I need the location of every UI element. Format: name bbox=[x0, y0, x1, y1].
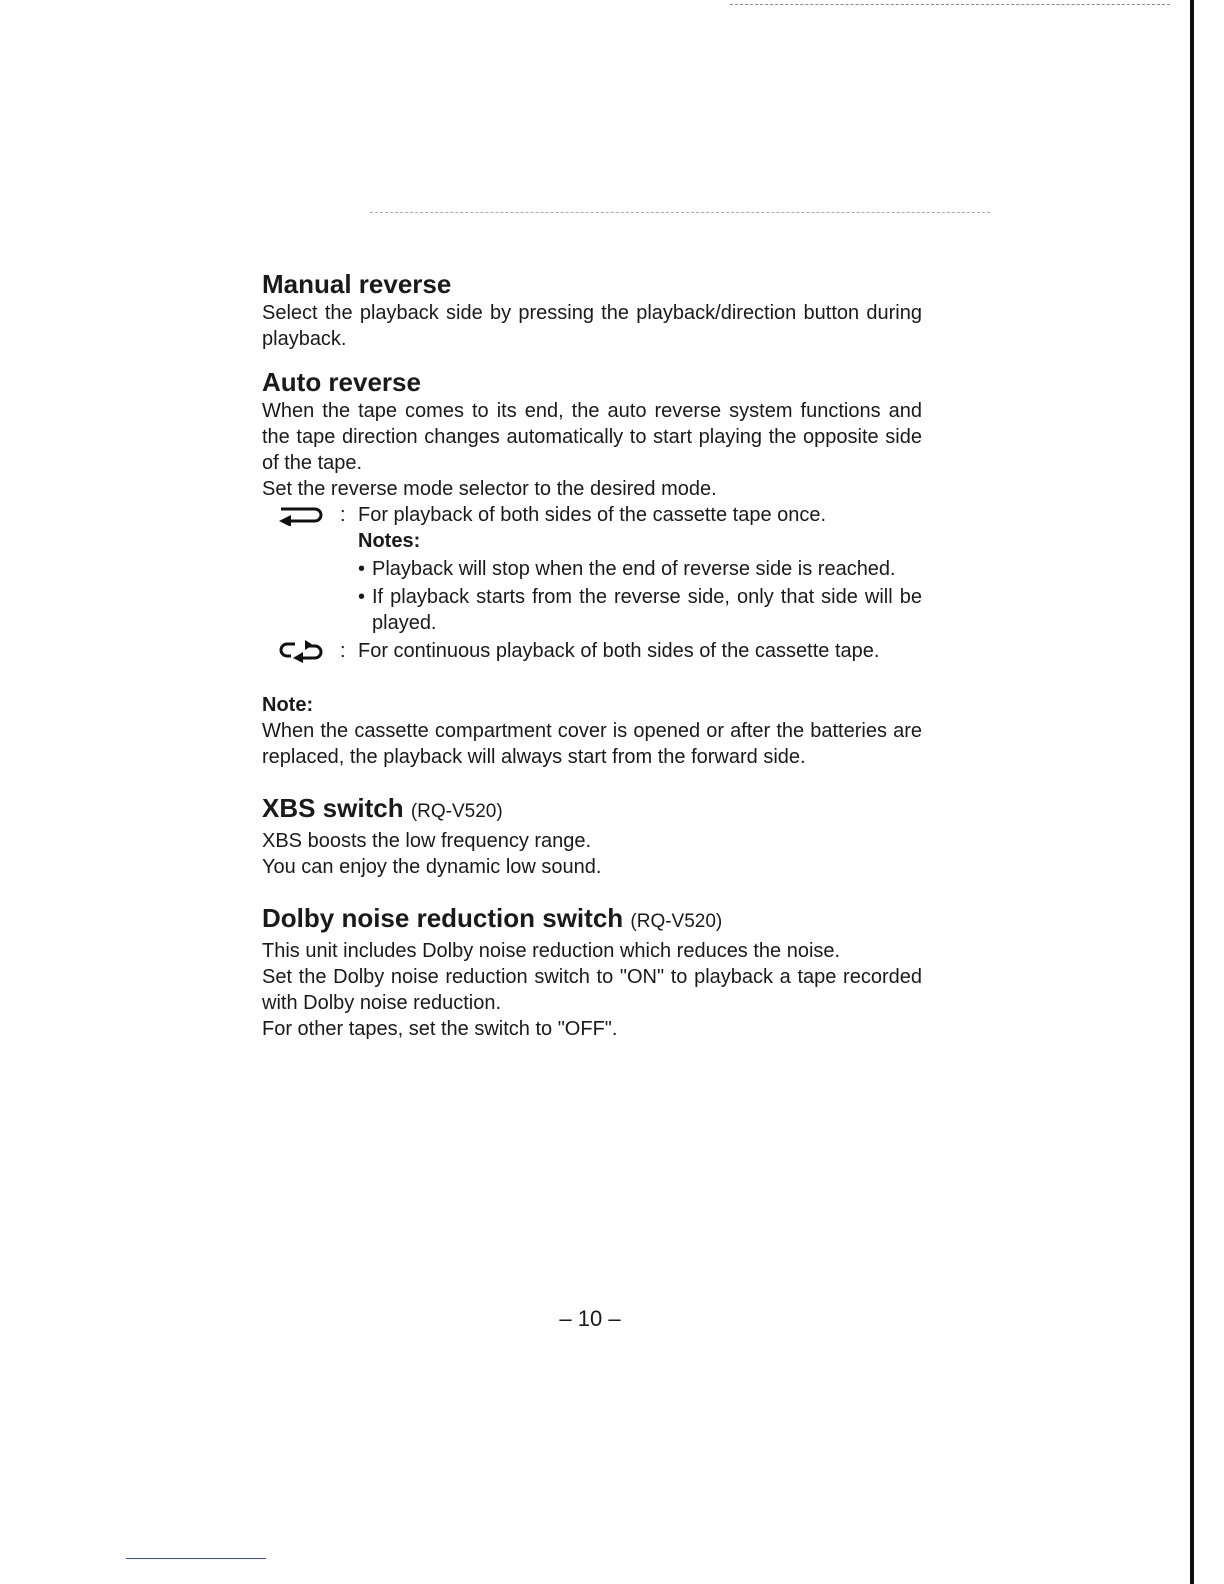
heading-xbs: XBS switch (RQ-V520) bbox=[262, 793, 503, 823]
heading-auto-reverse: Auto reverse bbox=[262, 367, 421, 397]
bullet-icon: • bbox=[358, 558, 366, 580]
scan-artifact-rule bbox=[370, 212, 990, 214]
mode-one-way-text: For playback of both sides of the cassette tape once. bbox=[358, 504, 827, 526]
notes-title: Notes: bbox=[358, 530, 421, 552]
mode-one-way bbox=[262, 502, 922, 636]
heading-dolby: Dolby noise reduction switch (RQ-V520) bbox=[262, 903, 723, 933]
auto-reverse-body: When the tape comes to its end, the auto reverse system functions and the tape direction changes automatically to start playing the opposite side of the tape. bbox=[262, 400, 922, 474]
note-item: • Playback will stop when the end of reverse side is reached. bbox=[358, 558, 896, 580]
one-way-reverse-icon bbox=[262, 502, 340, 528]
model-number: (RQ-V520) bbox=[630, 911, 723, 932]
mode-continuous-text: For continuous playback of both sides of the cassette tape. bbox=[358, 640, 880, 662]
continuous-reverse-icon bbox=[262, 638, 340, 664]
section-manual-reverse bbox=[262, 268, 922, 352]
dolby-line-1: This unit includes Dolby noise reduction which reduces the noise. bbox=[262, 940, 841, 962]
content bbox=[262, 268, 922, 1056]
bullet-icon: • bbox=[358, 586, 366, 608]
mode-colon: : bbox=[340, 640, 346, 662]
section-auto-reverse bbox=[262, 366, 922, 664]
heading-manual-reverse: Manual reverse bbox=[262, 269, 452, 299]
auto-reverse-instruction: Set the reverse mode selector to the desired mode. bbox=[262, 478, 717, 500]
mode-colon: : bbox=[340, 504, 346, 526]
scan-artifact-top bbox=[730, 4, 1170, 6]
reverse-modes bbox=[262, 502, 922, 664]
note-body: When the cassette compartment cover is opened or after the batteries are replaced, the playback will always start from the forward side. bbox=[262, 720, 922, 768]
xbs-line-2: You can enjoy the dynamic low sound. bbox=[262, 856, 602, 878]
note-item: • If playback starts from the reverse side, only that side will be played. bbox=[358, 586, 922, 634]
page-number: – 10 – bbox=[559, 1306, 621, 1331]
dolby-line-3: For other tapes, set the switch to "OFF". bbox=[262, 1018, 618, 1040]
section-dolby bbox=[262, 902, 922, 1042]
scan-artifact-bottom bbox=[126, 1558, 266, 1559]
model-number: (RQ-V520) bbox=[410, 801, 503, 822]
section-note bbox=[262, 692, 922, 770]
dolby-line-2: Set the Dolby noise reduction switch to "ON" to playback a tape recorded with Dolby noise reduction. bbox=[262, 966, 922, 1014]
mode-continuous bbox=[262, 638, 922, 664]
page-edge bbox=[1190, 0, 1194, 1584]
xbs-line-1: XBS boosts the low frequency range. bbox=[262, 830, 592, 852]
note-title: Note: bbox=[262, 694, 314, 716]
manual-reverse-body: Select the playback side by pressing the playback/direction button during playback. bbox=[262, 302, 922, 350]
section-xbs bbox=[262, 792, 922, 880]
